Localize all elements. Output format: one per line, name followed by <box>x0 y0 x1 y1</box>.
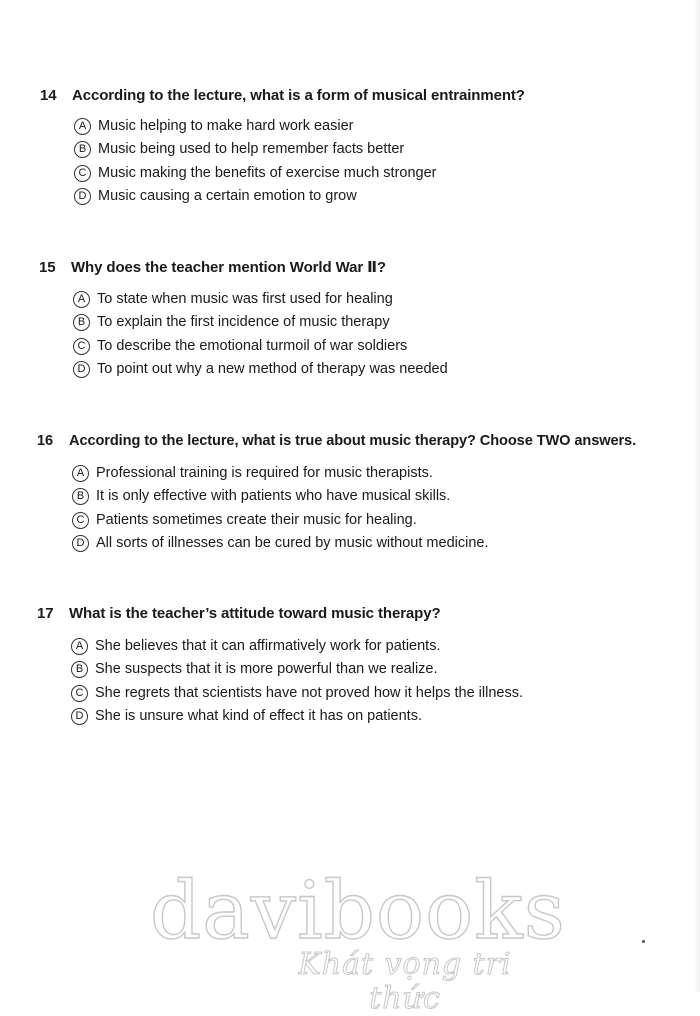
option-letter-circle: C <box>71 685 88 702</box>
option-letter-circle: B <box>72 488 89 505</box>
question-text: What is the teacher’s attitude toward music therapy? <box>69 605 441 622</box>
option-text: Music making the benefits of exercise much stronger <box>98 164 437 181</box>
option-text: She regrets that scientists have not proved how it helps the illness. <box>95 684 523 701</box>
question-text: According to the lecture, what is a form of musical entrainment? <box>72 87 525 104</box>
answer-option-b[interactable] <box>74 140 436 163</box>
page-edge-shadow <box>694 0 700 992</box>
answer-option-a[interactable] <box>74 117 436 140</box>
question-text: According to the lecture, what is true about music therapy? Choose TWO answers. <box>69 433 637 449</box>
option-letter-circle: C <box>73 338 90 355</box>
option-letter-circle: A <box>74 118 91 135</box>
question-text: Why does the teacher mention World War Ⅱ? <box>71 259 386 276</box>
answer-option-a[interactable] <box>71 637 523 660</box>
option-text: She believes that it can affirmatively work for patients. <box>95 638 441 654</box>
question-heading <box>39 259 386 277</box>
option-letter-circle: D <box>72 535 89 552</box>
answer-option-d[interactable] <box>74 187 436 210</box>
question-heading <box>37 432 636 450</box>
option-letter-circle: B <box>73 314 90 331</box>
option-text: To point out why a new method of therapy was needed <box>97 360 448 377</box>
answer-options <box>72 464 488 557</box>
watermark-title: davibooks <box>150 864 566 957</box>
option-text: Music helping to make hard work easier <box>98 118 354 134</box>
option-text: Music causing a certain emotion to grow <box>98 187 357 204</box>
question-heading <box>37 605 441 623</box>
answer-options <box>73 290 448 383</box>
option-text: To state when music was first used for healing <box>97 291 393 307</box>
option-letter-circle: D <box>73 361 90 378</box>
answer-option-b[interactable] <box>73 313 448 336</box>
answer-options <box>71 637 523 730</box>
option-letter-circle: A <box>73 291 90 308</box>
option-letter-circle: C <box>74 165 91 182</box>
option-letter-circle: D <box>71 708 88 725</box>
option-letter-circle: B <box>71 661 88 678</box>
question-heading <box>40 87 525 105</box>
option-text: She is unsure what kind of effect it has on patients. <box>95 707 422 724</box>
option-letter-circle: B <box>74 141 91 158</box>
answer-option-d[interactable] <box>71 707 523 730</box>
option-letter-circle: A <box>72 465 89 482</box>
question-number: 15 <box>39 259 56 276</box>
answer-option-d[interactable] <box>73 360 448 383</box>
option-text: To explain the first incidence of music therapy <box>97 314 390 331</box>
question-number: 16 <box>37 433 54 449</box>
option-letter-circle: A <box>71 638 88 655</box>
answer-option-c[interactable] <box>72 511 488 534</box>
option-text: To describe the emotional turmoil of war soldiers <box>97 337 408 354</box>
option-text: Patients sometimes create their music for healing. <box>96 511 417 528</box>
option-text: It is only effective with patients who have musical skills. <box>96 488 451 505</box>
scan-speck <box>642 940 645 943</box>
answer-option-c[interactable] <box>71 684 523 707</box>
option-text: She suspects that it is more powerful than we realize. <box>95 661 438 678</box>
answer-option-b[interactable] <box>72 487 488 510</box>
watermark-subtitle: Khát vọng tri thức <box>298 947 512 1016</box>
question-number: 14 <box>40 87 57 104</box>
option-letter-circle: D <box>74 188 91 205</box>
answer-option-a[interactable] <box>72 464 488 487</box>
option-text: Music being used to help remember facts better <box>98 141 405 158</box>
watermark-logo <box>150 864 566 1016</box>
option-letter-circle: C <box>72 512 89 529</box>
answer-option-a[interactable] <box>73 290 448 313</box>
answer-option-b[interactable] <box>71 660 523 683</box>
answer-option-c[interactable] <box>74 164 436 187</box>
question-number: 17 <box>37 605 54 622</box>
answer-options <box>74 117 436 210</box>
answer-option-c[interactable] <box>73 337 448 360</box>
option-text: All sorts of illnesses can be cured by music without medicine. <box>96 534 489 551</box>
option-text: Professional training is required for music therapists. <box>96 465 433 481</box>
answer-option-d[interactable] <box>72 534 488 557</box>
